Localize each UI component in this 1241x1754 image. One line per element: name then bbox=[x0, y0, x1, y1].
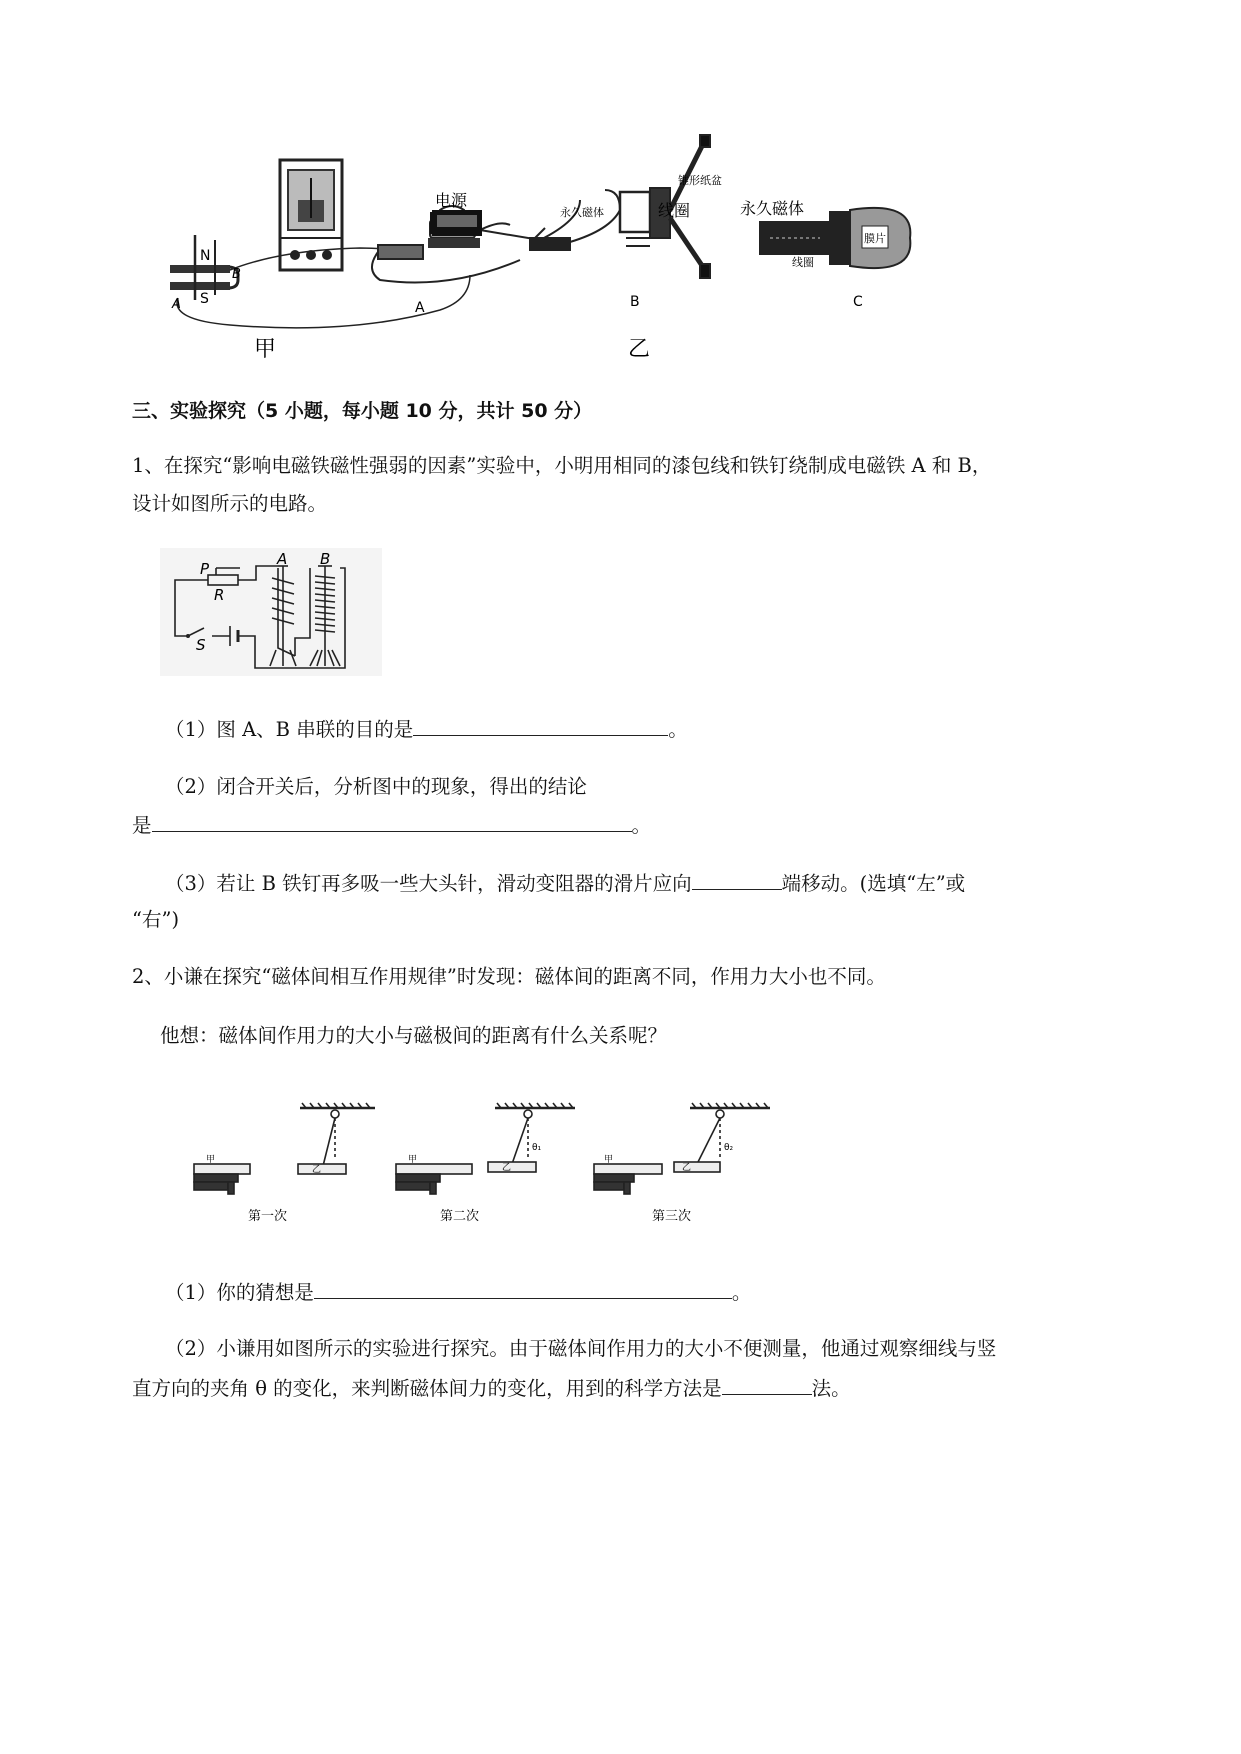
q1-sub1-end: 。 bbox=[668, 718, 688, 741]
trial-1-jia: 甲 bbox=[206, 1155, 216, 1165]
q1-sub3-after: 端移动。(选填“左”或 bbox=[781, 872, 966, 895]
power-label: 电源 bbox=[435, 191, 468, 210]
point-a-label: A bbox=[172, 297, 181, 312]
q2-sub1-blank[interactable] bbox=[314, 1276, 732, 1299]
trial-2-caption: 第二次 bbox=[440, 1209, 480, 1224]
setup-a-power-circuit bbox=[372, 190, 620, 283]
sub-b-label: B bbox=[630, 294, 640, 310]
q1-sub1-text: （1）图 A、B 串联的目的是 bbox=[165, 718, 414, 741]
q2-magnet-experiment-figure bbox=[190, 1100, 790, 1230]
magnet-galvanometer-setup bbox=[170, 160, 470, 328]
trial-2-theta: θ₁ bbox=[532, 1143, 542, 1153]
c-film-label: 膜片 bbox=[864, 232, 886, 245]
q2-sub2-line1: （2）小谦用如图所示的实验进行探究。由于磁体间作用力的大小不便测量，他通过观察细线与竖 bbox=[165, 1337, 997, 1360]
magnet-n-label: N bbox=[200, 248, 211, 264]
circuit-a-label: A bbox=[277, 550, 288, 568]
section-title: 三、实验探究（5 小题，每小题 10 分，共计 50 分） bbox=[132, 400, 593, 422]
q1-circuit-diagram bbox=[160, 548, 382, 676]
trial-3-apparatus bbox=[594, 1103, 770, 1194]
b-cone-label: 锥形纸盆 bbox=[678, 174, 722, 187]
jia-label: 甲 bbox=[254, 337, 277, 362]
q2-sub2-line2 bbox=[132, 1372, 851, 1404]
circuit-s-label: S bbox=[196, 636, 206, 654]
q1-sub2-line2 bbox=[132, 809, 651, 841]
q2-sub1-end: 。 bbox=[731, 1281, 752, 1304]
circuit-p-label: P bbox=[200, 560, 210, 578]
point-b-label: B bbox=[232, 267, 241, 282]
sub-a-label: A bbox=[415, 300, 425, 316]
q1-sub3-text: （3）若让 B 铁钉再多吸一些大头针，滑动变阻器的滑片应向 bbox=[165, 872, 692, 895]
q1-sub2-text: （2）闭合开关后，分析图中的现象，得出的结论 bbox=[165, 775, 587, 798]
yi-label: 乙 bbox=[628, 337, 651, 362]
q1-sub3 bbox=[165, 867, 965, 899]
q1-sub2-line2-text: 是 bbox=[132, 814, 152, 837]
q2-stem-line2: 他想：磁体间作用力的大小与磁极间的距离有什么关系呢？ bbox=[160, 1024, 668, 1047]
figure-electromagnetism-devices bbox=[150, 130, 950, 370]
q2-sub2-end: 法。 bbox=[811, 1377, 851, 1400]
q1-sub1-blank[interactable] bbox=[413, 713, 668, 736]
q1-stem-line2: 设计如图所示的电路。 bbox=[132, 492, 328, 515]
q1-sub2-end: 。 bbox=[631, 814, 652, 837]
trial-1-yi: 乙 bbox=[312, 1165, 322, 1175]
q2-sub1-text: （1）你的猜想是 bbox=[165, 1281, 314, 1304]
circuit-b-label: B bbox=[320, 550, 331, 568]
trial-3-caption: 第三次 bbox=[652, 1209, 692, 1224]
c-coil-label: 线圈 bbox=[792, 256, 814, 269]
trial-2-apparatus bbox=[396, 1103, 575, 1194]
power-supply-box bbox=[432, 210, 482, 236]
b-coil-label: 线圈 bbox=[658, 201, 691, 220]
q1-sub1 bbox=[165, 713, 688, 745]
trial-3-jia: 甲 bbox=[604, 1155, 614, 1165]
trial-3-yi: 乙 bbox=[682, 1163, 692, 1173]
magnet-s-label: S bbox=[200, 291, 209, 307]
trial-2-yi: 乙 bbox=[502, 1163, 512, 1173]
q1-sub3-line2: “右”) bbox=[132, 908, 180, 931]
q2-sub2-blank[interactable] bbox=[722, 1372, 812, 1395]
trial-3-theta: θ₂ bbox=[724, 1143, 734, 1153]
c-permanent-magnet-label: 永久磁体 bbox=[740, 199, 805, 218]
trial-1-caption: 第一次 bbox=[248, 1209, 288, 1224]
q1-sub3-blank[interactable] bbox=[692, 867, 782, 890]
q1-sub2-blank[interactable] bbox=[152, 809, 632, 832]
sub-c-label: C bbox=[853, 294, 863, 310]
trial-1-apparatus bbox=[194, 1103, 375, 1194]
circuit-r-label: R bbox=[214, 586, 225, 604]
b-permanent-magnet-label: 永久磁体 bbox=[560, 206, 604, 219]
q2-sub2-line2-text: 直方向的夹角 θ 的变化，来判断磁体间力的变化，用到的科学方法是 bbox=[132, 1377, 722, 1400]
trial-2-jia: 甲 bbox=[408, 1155, 418, 1165]
q2-sub1 bbox=[165, 1276, 751, 1308]
q2-stem-line1: 2、小谦在探究“磁体间相互作用规律”时发现：磁体间的距离不同，作用力大小也不同。 bbox=[132, 965, 886, 988]
q1-stem-line1: 1、在探究“影响电磁铁磁性强弱的因素”实验中，小明用相同的漆包线和铁钉绕制成电磁铁 A 和 B， bbox=[132, 454, 992, 477]
